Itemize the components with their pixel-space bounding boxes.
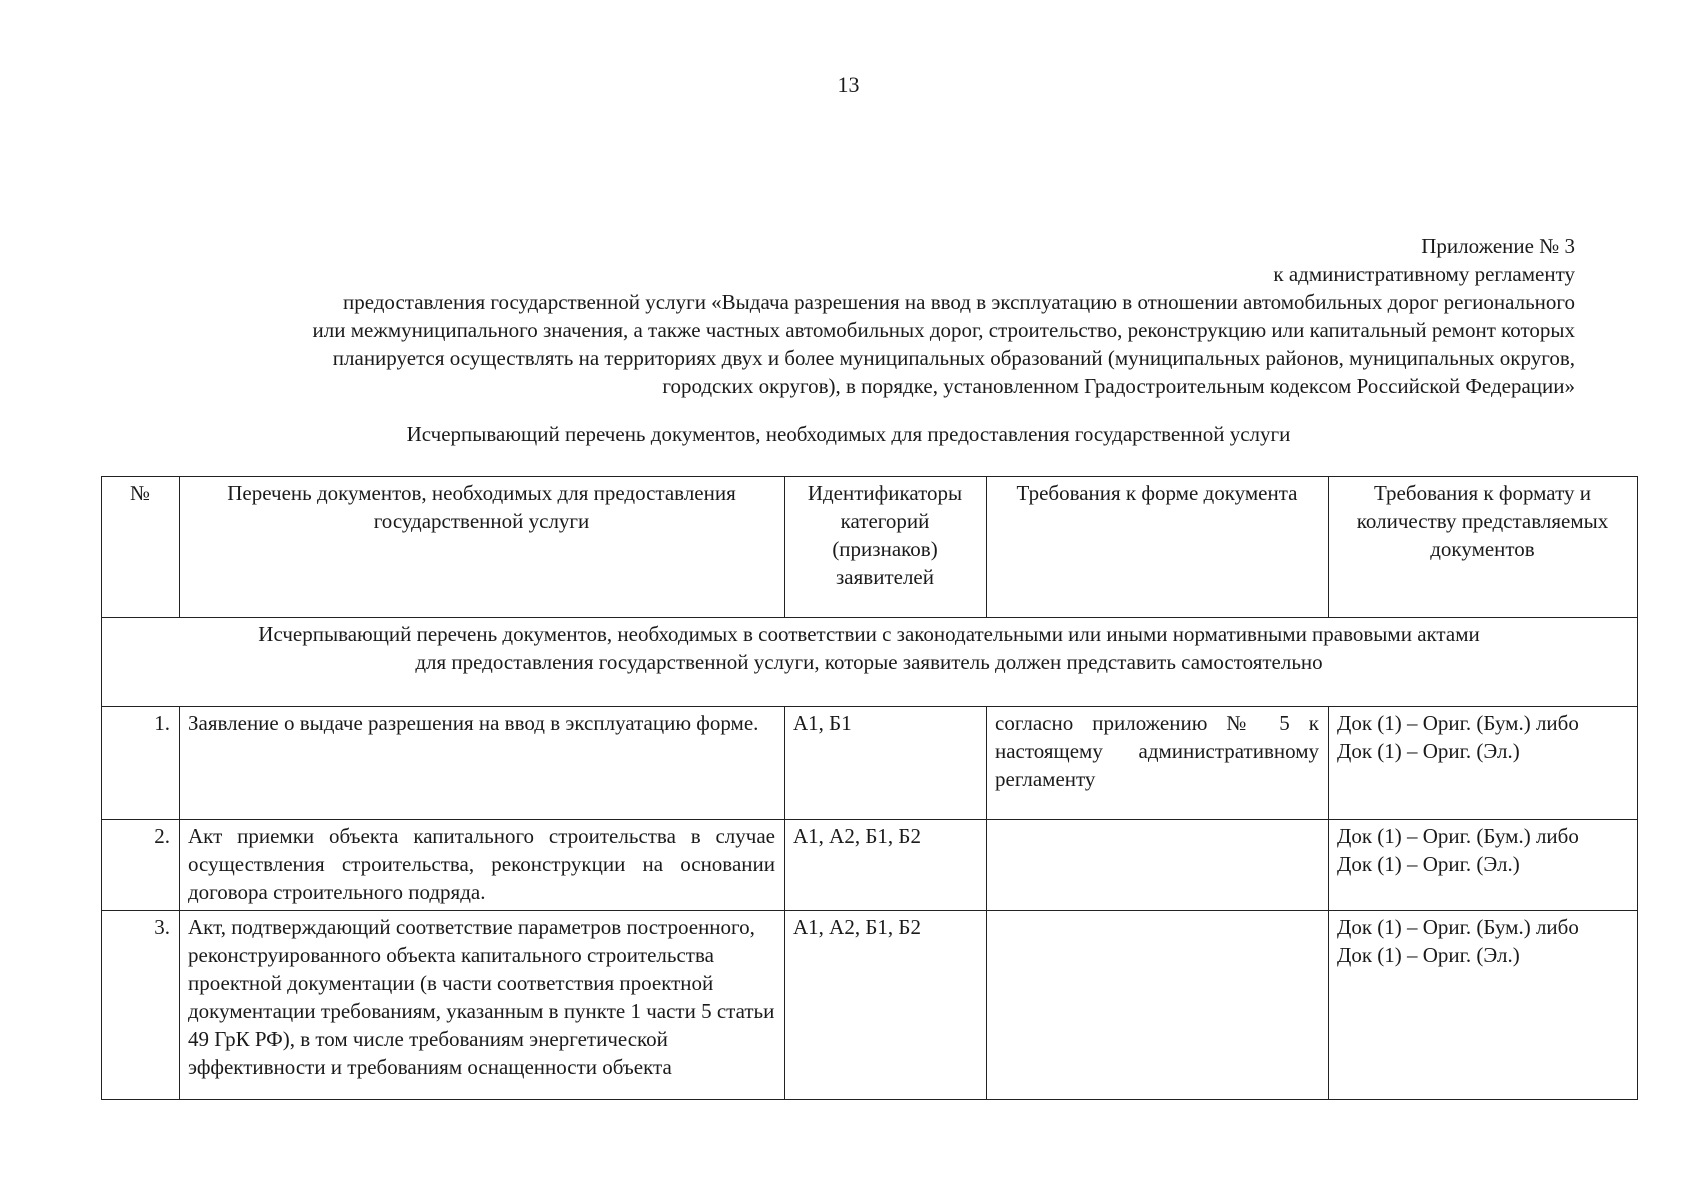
row-number: 1. bbox=[102, 707, 180, 820]
row-format bbox=[1329, 707, 1638, 820]
appendix-line: городских округов), в порядке, установленном Градостроительным кодексом Российской Федерации» bbox=[662, 374, 1575, 398]
header-format-requirements: Требования к формату и количеству представляемых документов bbox=[1329, 477, 1638, 618]
row-format-line: Док (1) – Ориг. (Эл.) bbox=[1337, 852, 1520, 876]
table-row bbox=[102, 820, 1638, 911]
header-applicant-ids: Идентификаторы категорий (признаков) заявителей bbox=[785, 477, 987, 618]
row-number: 2. bbox=[102, 820, 180, 911]
section-heading-line: Исчерпывающий перечень документов, необходимых в соответствии с законодательными или иными нормативными правовыми актами bbox=[258, 622, 1480, 646]
table-row bbox=[102, 707, 1638, 820]
row-document: Заявление о выдаче разрешения на ввод в эксплуатацию форме. bbox=[180, 707, 785, 820]
table-row bbox=[102, 911, 1638, 1100]
row-format-line: Док (1) – Ориг. (Бум.) либо bbox=[1337, 824, 1579, 848]
row-form bbox=[987, 820, 1329, 911]
appendix-line: предоставления государственной услуги «Выдача разрешения на ввод в эксплуатацию в отношении автомобильных дорог регионального bbox=[342, 290, 1575, 314]
row-applicant-ids: А1, А2, Б1, Б2 bbox=[785, 911, 987, 1100]
document-title-text: Исчерпывающий перечень документов, необходимых для предоставления государственной услуги bbox=[406, 422, 1291, 446]
row-form: согласно приложению № 5 к настоящему административному регламенту bbox=[987, 707, 1329, 820]
row-document: Акт, подтверждающий соответствие параметров построенного, реконструированного объекта капитального строительства проектной документации (в части соответствия проектной документации требованиям, указанным в пункте 1 части 5 статьи 49 ГрК РФ), в том числе требованиям энергетической эффективности и требованиям оснащенности объекта bbox=[188, 915, 775, 1079]
appendix-line: или межмуниципального значения, а также частных автомобильных дорог, строительство, реконструкцию или капитальный ремонт которых bbox=[312, 318, 1575, 342]
header-form-requirements: Требования к форме документа bbox=[987, 477, 1329, 618]
section-heading bbox=[102, 618, 1638, 707]
header-num: № bbox=[102, 477, 180, 618]
row-format-line: Док (1) – Ориг. (Эл.) bbox=[1337, 943, 1520, 967]
table-section-row bbox=[102, 618, 1638, 707]
row-applicant-ids: А1, А2, Б1, Б2 bbox=[785, 820, 987, 911]
appendix-line: планируется осуществлять на территориях двух и более муниципальных образований (муниципальных районов, муниципальных округов, bbox=[332, 346, 1575, 370]
row-applicant-ids: А1, Б1 bbox=[785, 707, 987, 820]
row-format-line: Док (1) – Ориг. (Эл.) bbox=[1337, 739, 1520, 763]
row-format bbox=[1329, 911, 1638, 1100]
document-title bbox=[0, 422, 1697, 447]
row-format-line: Док (1) – Ориг. (Бум.) либо bbox=[1337, 711, 1579, 735]
appendix-header bbox=[85, 232, 1575, 400]
appendix-line: к административному регламенту bbox=[1273, 262, 1575, 286]
row-format bbox=[1329, 820, 1638, 911]
row-document-cell bbox=[180, 911, 785, 1100]
appendix-line: Приложение № 3 bbox=[1421, 234, 1575, 258]
page-number: 13 bbox=[837, 72, 860, 97]
documents-table bbox=[101, 476, 1638, 1100]
row-form bbox=[987, 911, 1329, 1100]
row-number: 3. bbox=[102, 911, 180, 1100]
row-document: Акт приемки объекта капитального строительства в случае осуществления строительства, реконструкции на основании договора строительного подряда. bbox=[180, 820, 785, 911]
section-heading-line: для предоставления государственной услуги, которые заявитель должен представить самостоятельно bbox=[415, 650, 1323, 674]
table-header-row bbox=[102, 477, 1638, 618]
row-format-line: Док (1) – Ориг. (Бум.) либо bbox=[1337, 915, 1579, 939]
header-document-list: Перечень документов, необходимых для предоставления государственной услуги bbox=[180, 477, 785, 618]
